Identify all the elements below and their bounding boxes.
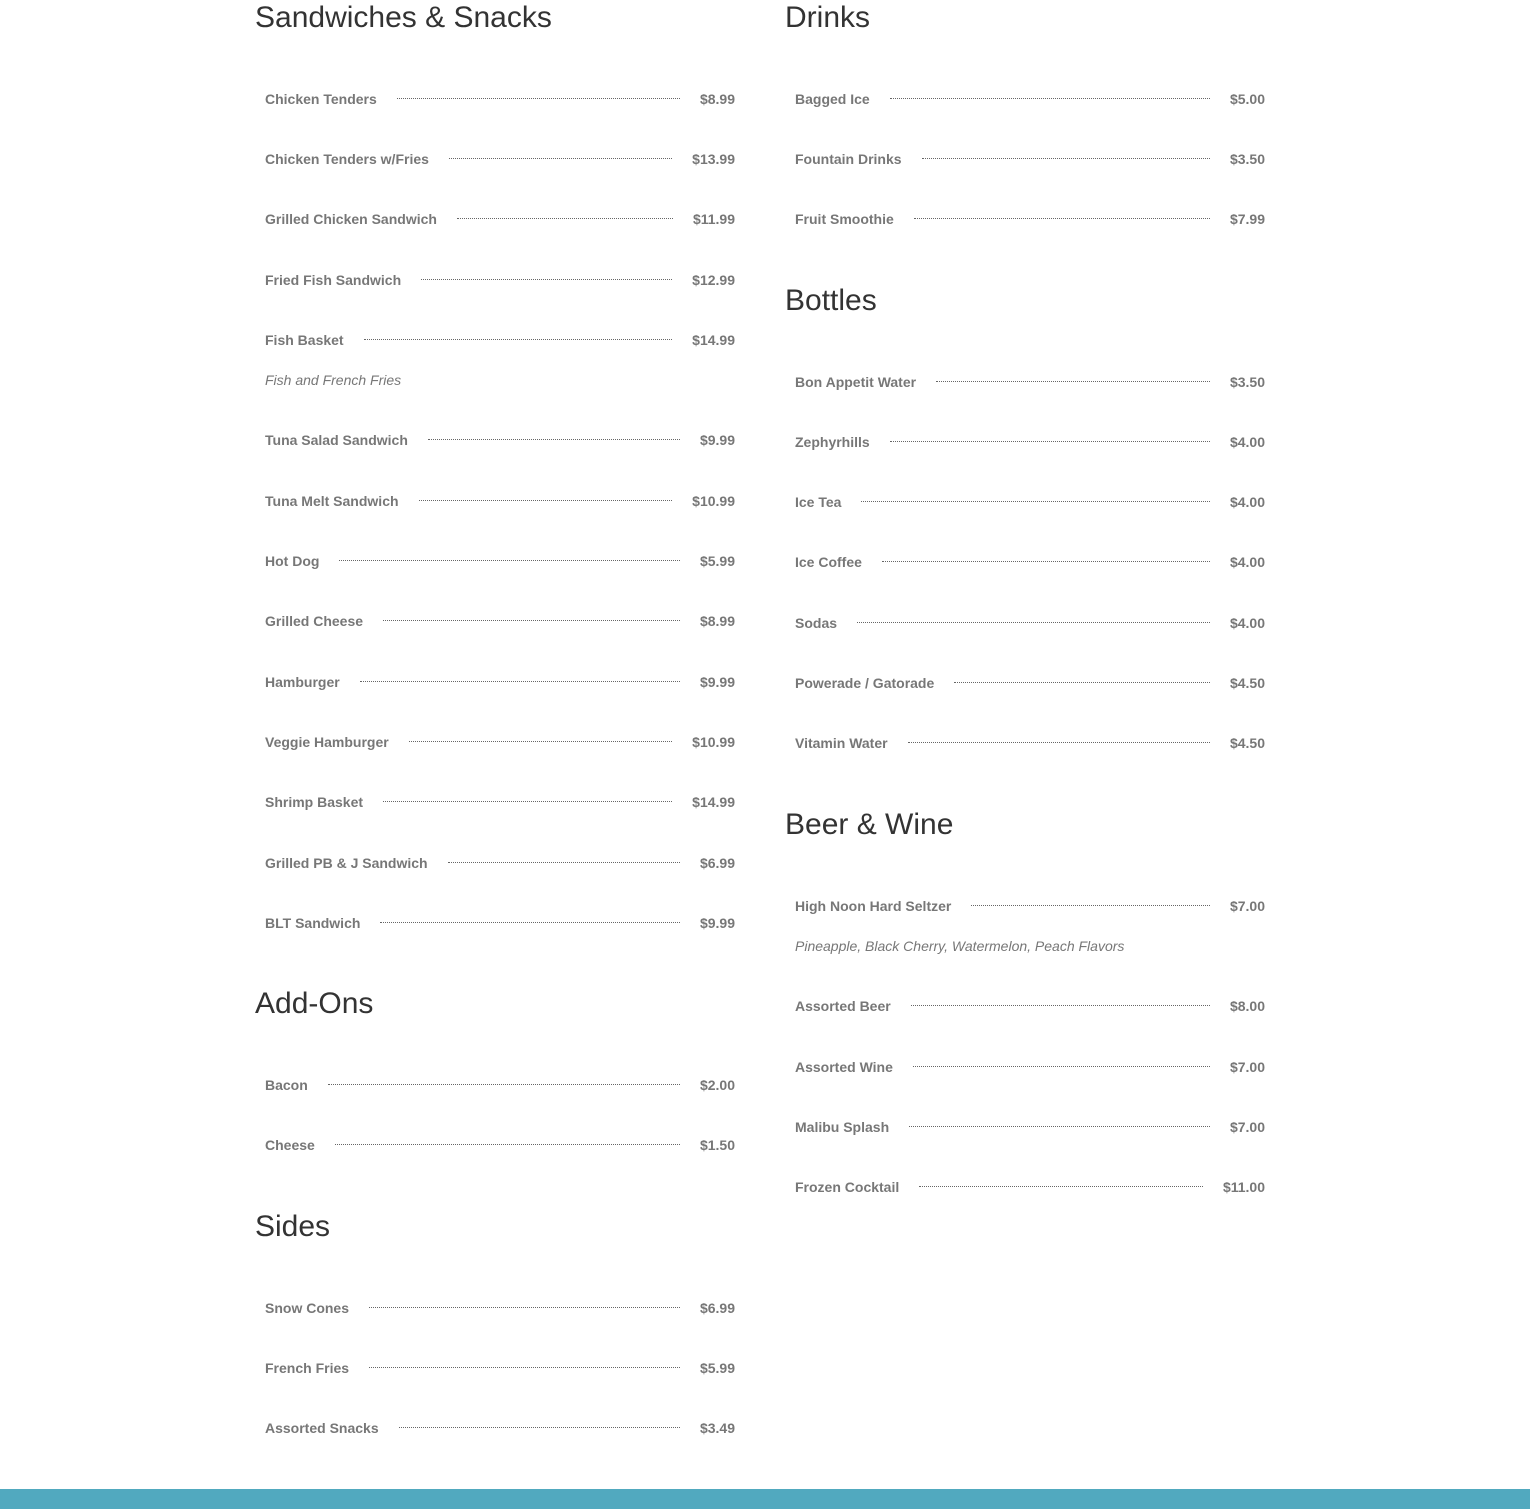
item-name: Tuna Salad Sandwich bbox=[265, 432, 408, 448]
dotted-leader bbox=[369, 1307, 680, 1308]
dotted-leader bbox=[919, 1186, 1203, 1187]
menu-item-blt-sandwich bbox=[265, 913, 735, 933]
item-name: French Fries bbox=[265, 1360, 350, 1376]
menu-item-grilled-chicken-sandwich bbox=[265, 209, 735, 229]
item-price: $7.99 bbox=[1229, 211, 1265, 227]
section-title-drinks: Drinks bbox=[785, 1, 871, 34]
menu-item-tuna-melt-sandwich bbox=[265, 491, 735, 511]
dotted-leader bbox=[380, 922, 680, 923]
menu-item-veggie-hamburger bbox=[265, 732, 735, 752]
item-name: Snow Cones bbox=[265, 1300, 350, 1316]
item-name: BLT Sandwich bbox=[265, 915, 361, 931]
menu-item-hot-dog bbox=[265, 551, 735, 571]
item-price: $3.49 bbox=[699, 1420, 735, 1436]
item-price: $4.00 bbox=[1229, 434, 1265, 450]
dotted-leader bbox=[399, 1427, 680, 1428]
dotted-leader bbox=[890, 441, 1210, 442]
item-price: $7.00 bbox=[1229, 1119, 1265, 1135]
section-title-sides: Sides bbox=[255, 1210, 331, 1243]
menu-item-ice-coffee bbox=[795, 552, 1265, 572]
dotted-leader bbox=[457, 218, 673, 219]
dotted-leader bbox=[971, 905, 1210, 906]
dotted-leader bbox=[369, 1367, 680, 1368]
menu-item-assorted-wine bbox=[795, 1057, 1265, 1077]
menu-item-grilled-cheese bbox=[265, 611, 735, 631]
item-name: Bon Appetit Water bbox=[795, 374, 917, 390]
menu-item-bagged-ice bbox=[795, 89, 1265, 109]
dotted-leader bbox=[890, 98, 1210, 99]
item-price: $10.99 bbox=[692, 734, 735, 750]
item-name: Cheese bbox=[265, 1137, 315, 1153]
item-name: Fruit Smoothie bbox=[795, 211, 894, 227]
item-price: $2.00 bbox=[699, 1077, 735, 1093]
item-name: Chicken Tenders bbox=[265, 91, 377, 107]
item-name: Grilled PB & J Sandwich bbox=[265, 855, 428, 871]
item-name: Vitamin Water bbox=[795, 735, 888, 751]
menu-item-snow-cones bbox=[265, 1298, 735, 1318]
item-price: $11.00 bbox=[1222, 1179, 1265, 1195]
item-name: Assorted Beer bbox=[795, 998, 891, 1014]
menu-item-ice-tea bbox=[795, 492, 1265, 512]
dotted-leader bbox=[882, 561, 1210, 562]
item-name: Fountain Drinks bbox=[795, 151, 902, 167]
item-price: $4.50 bbox=[1229, 735, 1265, 751]
menu-item-shrimp-basket bbox=[265, 792, 735, 812]
section-title-sandwiches-snacks: Sandwiches & Snacks bbox=[255, 1, 552, 34]
dotted-leader bbox=[339, 560, 680, 561]
item-name: Veggie Hamburger bbox=[265, 734, 389, 750]
item-name: Fried Fish Sandwich bbox=[265, 272, 402, 288]
dotted-leader bbox=[428, 439, 680, 440]
menu-item-assorted-snacks bbox=[265, 1418, 735, 1438]
menu-item-hamburger bbox=[265, 672, 735, 692]
section-title-bottles: Bottles bbox=[785, 284, 877, 317]
item-name: Bagged Ice bbox=[795, 91, 870, 107]
menu-item-assorted-beer bbox=[795, 996, 1265, 1016]
menu-item-fish-basket bbox=[265, 330, 735, 350]
item-price: $8.00 bbox=[1229, 998, 1265, 1014]
item-name: Malibu Splash bbox=[795, 1119, 890, 1135]
item-price: $11.99 bbox=[692, 211, 735, 227]
section-title-beer-wine: Beer & Wine bbox=[785, 808, 954, 841]
item-name: Bacon bbox=[265, 1077, 308, 1093]
section-title-add-ons: Add-Ons bbox=[255, 987, 374, 1020]
menu-item-bon-appetit-water bbox=[795, 372, 1265, 392]
item-price: $7.00 bbox=[1229, 1059, 1265, 1075]
item-description: Pineapple, Black Cherry, Watermelon, Peach Flavors bbox=[795, 938, 1125, 954]
dotted-leader bbox=[911, 1005, 1210, 1006]
dotted-leader bbox=[383, 801, 672, 802]
dotted-leader bbox=[383, 620, 680, 621]
item-price: $4.00 bbox=[1229, 554, 1265, 570]
item-name: High Noon Hard Seltzer bbox=[795, 898, 952, 914]
menu-item-fruit-smoothie bbox=[795, 209, 1265, 229]
item-price: $5.99 bbox=[699, 553, 735, 569]
dotted-leader bbox=[922, 158, 1210, 159]
item-name: Shrimp Basket bbox=[265, 794, 364, 810]
item-description: Fish and French Fries bbox=[265, 372, 402, 388]
menu-item-vitamin-water bbox=[795, 733, 1265, 753]
item-price: $6.99 bbox=[699, 855, 735, 871]
item-price: $5.99 bbox=[699, 1360, 735, 1376]
item-price: $6.99 bbox=[699, 1300, 735, 1316]
item-price: $9.99 bbox=[699, 915, 735, 931]
item-name: Assorted Snacks bbox=[265, 1420, 379, 1436]
item-price: $8.99 bbox=[699, 91, 735, 107]
menu-item-frozen-cocktail bbox=[795, 1177, 1265, 1197]
dotted-leader bbox=[419, 500, 673, 501]
menu-item-sodas bbox=[795, 613, 1265, 633]
dotted-leader bbox=[861, 501, 1210, 502]
item-price: $14.99 bbox=[692, 794, 735, 810]
menu-item-fried-fish-sandwich bbox=[265, 270, 735, 290]
dotted-leader bbox=[448, 862, 680, 863]
item-name: Powerade / Gatorade bbox=[795, 675, 935, 691]
dotted-leader bbox=[914, 218, 1210, 219]
menu-item-zephyrhills bbox=[795, 432, 1265, 452]
item-price: $1.50 bbox=[699, 1137, 735, 1153]
item-name: Grilled Cheese bbox=[265, 613, 364, 629]
item-name: Sodas bbox=[795, 615, 838, 631]
menu-item-chicken-tenders bbox=[265, 89, 735, 109]
item-name: Ice Coffee bbox=[795, 554, 862, 570]
footer-bar bbox=[0, 1489, 1530, 1509]
item-price: $7.00 bbox=[1229, 898, 1265, 914]
menu-item-powerade-gatorade bbox=[795, 673, 1265, 693]
menu-item-high-noon-hard-seltzer bbox=[795, 896, 1265, 916]
dotted-leader bbox=[397, 98, 680, 99]
item-name: Zephyrhills bbox=[795, 434, 870, 450]
dotted-leader bbox=[449, 158, 672, 159]
item-name: Assorted Wine bbox=[795, 1059, 893, 1075]
item-name: Hot Dog bbox=[265, 553, 320, 569]
dotted-leader bbox=[913, 1066, 1210, 1067]
dotted-leader bbox=[936, 381, 1210, 382]
item-name: Chicken Tenders w/Fries bbox=[265, 151, 429, 167]
item-name: Grilled Chicken Sandwich bbox=[265, 211, 437, 227]
dotted-leader bbox=[857, 622, 1210, 623]
dotted-leader bbox=[335, 1144, 680, 1145]
item-name: Frozen Cocktail bbox=[795, 1179, 900, 1195]
item-price: $8.99 bbox=[699, 613, 735, 629]
menu-item-grilled-pbj-sandwich bbox=[265, 853, 735, 873]
dotted-leader bbox=[909, 1126, 1210, 1127]
menu-item-chicken-tenders-fries bbox=[265, 149, 735, 169]
item-price: $4.50 bbox=[1229, 675, 1265, 691]
item-price: $3.50 bbox=[1229, 374, 1265, 390]
menu-item-fountain-drinks bbox=[795, 149, 1265, 169]
item-name: Ice Tea bbox=[795, 494, 842, 510]
item-name: Tuna Melt Sandwich bbox=[265, 493, 399, 509]
menu-item-french-fries bbox=[265, 1358, 735, 1378]
menu-item-bacon bbox=[265, 1075, 735, 1095]
item-price: $14.99 bbox=[692, 332, 735, 348]
item-name: Hamburger bbox=[265, 674, 340, 690]
item-price: $10.99 bbox=[692, 493, 735, 509]
item-name: Fish Basket bbox=[265, 332, 344, 348]
item-price: $4.00 bbox=[1229, 615, 1265, 631]
item-price: $9.99 bbox=[699, 432, 735, 448]
dotted-leader bbox=[360, 681, 680, 682]
item-price: $5.00 bbox=[1229, 91, 1265, 107]
dotted-leader bbox=[954, 682, 1210, 683]
dotted-leader bbox=[364, 339, 673, 340]
item-price: $3.50 bbox=[1229, 151, 1265, 167]
menu-item-tuna-salad-sandwich bbox=[265, 430, 735, 450]
dotted-leader bbox=[328, 1084, 680, 1085]
item-price: $4.00 bbox=[1229, 494, 1265, 510]
menu-item-cheese bbox=[265, 1135, 735, 1155]
item-price: $9.99 bbox=[699, 674, 735, 690]
dotted-leader bbox=[908, 742, 1210, 743]
menu-item-malibu-splash bbox=[795, 1117, 1265, 1137]
item-price: $13.99 bbox=[692, 151, 735, 167]
dotted-leader bbox=[421, 279, 672, 280]
item-price: $12.99 bbox=[692, 272, 735, 288]
dotted-leader bbox=[409, 741, 672, 742]
